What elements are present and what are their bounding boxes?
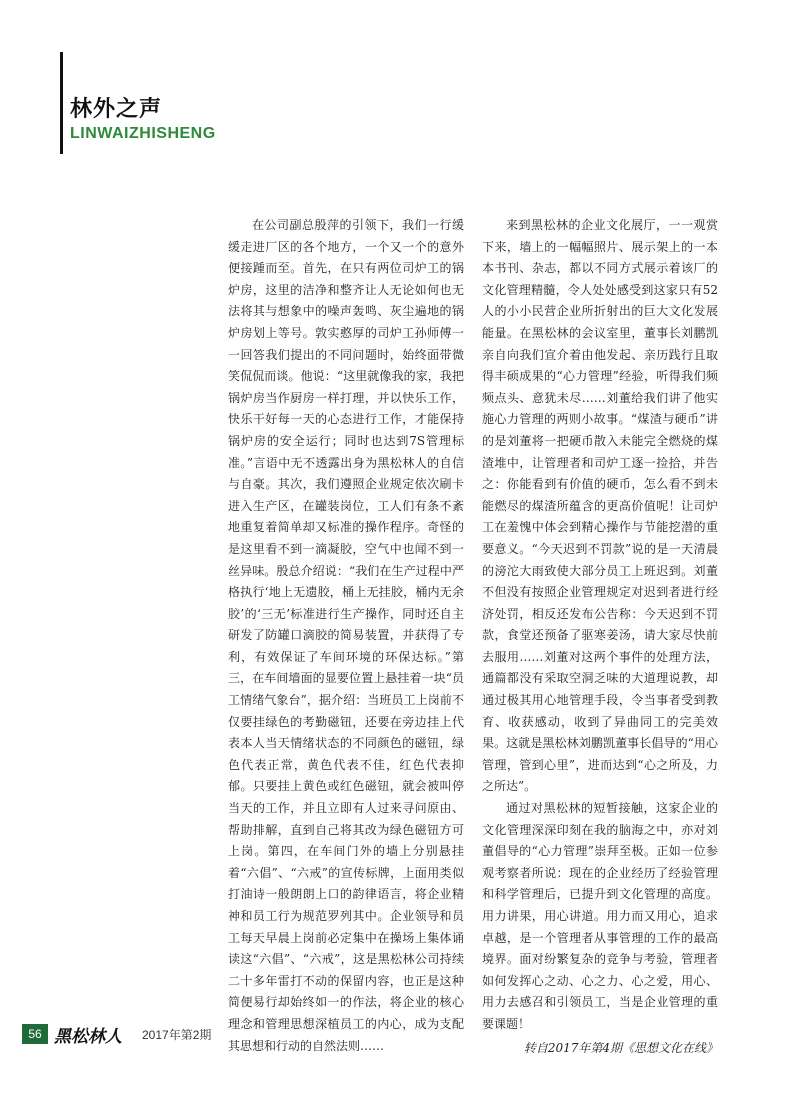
section-subtitle: LINWAIZHISHENG	[70, 125, 216, 142]
article-paragraph: 通过对黑松林的短暂接触，这家企业的文化管理深深印刻在我的脑海之中，亦对刘董倡导的“心力管理”崇拜至极。正如一位参观考察者所说：现在的企业经历了经验管理和科学管理后，已提升到文化管理的高度。用力讲果，用心讲道。用力而又用心，追求卓越，是一个管理者从事管理的工作的最高境界。面对纷繁复杂的竞争与考验，管理者如何发挥心之动、心之力、心之爱，用心、用力去感召和引领员工，当是企业管理的重要课题！	[482, 801, 718, 1031]
magazine-name: 黑松林人	[54, 1027, 122, 1047]
article-column-left	[228, 215, 464, 1057]
page-number: 56	[22, 1024, 48, 1044]
article-column-right	[482, 215, 718, 1059]
section-divider-bar	[60, 52, 63, 154]
page-footer	[22, 1024, 252, 1046]
section-title: 林外之声	[70, 97, 163, 122]
issue-label: 2017年第2期	[142, 1028, 212, 1042]
article-paragraph: 来到黑松林的企业文化展厅，一一观赏下来，墙上的一幅幅照片、展示架上的一本本书刊、杂志，都以不同方式展示着该厂的文化管理精髓，令人处处感受到这家只有52人的小小民营企业所折射出的巨大文化发展能量。在黑松林的会议室里，董事长刘鹏凯亲自向我们宣介着由他发起、亲历践行且取得丰硕成果的“心力管理”经验，听得我们频频点头、意犹未尽……刘董给我们讲了他实施心力管理的两则小故事。“煤渣与硬币”讲的是刘董将一把硬币散入未能完全燃烧的煤渣堆中，让管理者和司炉工逐一捡拾，并告之：你能看到有价值的硬币，怎么看不到未能燃尽的煤渣所蕴含的更高价值呢！让司炉工在羞愧中体会到精心操作与节能挖潜的重要意义。“今天迟到不罚款”说的是一天清晨的滂沱大雨致使大部分员工上班迟到。刘董不但没有按照企业管理规定对迟到者进行经济处罚，相反还发布公告称：今天迟到不罚款，食堂还预备了驱寒姜汤，请大家尽快前去服用……刘董对这两个事件的处理方法，通篇都没有采取空洞乏味的大道理说教，却通过极其用心地管理手段，令当事者受到教育、收获感动，收到了异曲同工的完美效果。这就是黑松林刘鹏凯董事长倡导的“用心管理，管到心里”，进而达到“心之所及，力之所达”。	[482, 218, 718, 794]
article-paragraph: 在公司副总殷萍的引领下，我们一行缓缓走进厂区的各个地方，一个又一个的意外便接踵而至。首先，在只有两位司炉工的锅炉房，这里的洁净和整齐让人无论如何也无法将其与想象中的噪声轰鸣、灰尘遍地的锅炉房划上等号。敦实憨厚的司炉工孙师傅一一回答我们提出的不同问题时，始终面带微笑侃侃而谈。他说：“这里就像我的家，我把锅炉房当作厨房一样打理，并以快乐工作，快乐干好每一天的心态进行工作，才能保持锅炉房的安全运行；同时也达到7S管理标准。”言语中无不透露出身为黑松林人的自信与自豪。其次，我们遵照企业规定依次刷卡进入生产区，在罐装岗位，工人们有条不紊地重复着简单却又标准的操作程序。奇怪的是这里看不到一滴凝胶，空气中也闻不到一丝异味。殷总介绍说：“我们在生产过程中严格执行‘地上无遗胶，桶上无挂胶，桶内无余胶’的‘三无’标准进行生产操作，同时还自主研发了防罐口滴胶的简易装置，并获得了专利，有效保证了车间环境的环保达标。”第三，在车间墙面的显要位置上悬挂着一块“员工情绪气象台”，据介绍：当班员工上岗前不仅要挂绿色的考勤磁钮，还要在旁边挂上代表本人当天情绪状态的不同颜色的磁钮，绿色代表正常，黄色代表不佳，红色代表抑郁。只要挂上黄色或红色磁钮，就会被叫停当天的工作，并且立即有人过来寻问原由、帮助排解，直到自己将其改为绿色磁钮方可上岗。第四，在车间门外的墙上分别悬挂着“六倡”、“六戒”的宣传标牌，上面用类似打油诗一般朗朗上口的韵律语言，将企业精神和员工行为规范罗列其中。企业领导和员工每天早晨上岗前必定集中在操场上集体诵读这“六倡”、“六戒”，这是黑松林公司持续二十多年雷打不动的保留内容，也正是这种简便易行却始终如一的作法，将企业的核心理念和管理思想深植员工的内心，成为支配其思想和行动的自然法则……	[228, 218, 464, 1053]
source-citation: 转自2017年第4期《思想文化在线》	[523, 1040, 718, 1055]
